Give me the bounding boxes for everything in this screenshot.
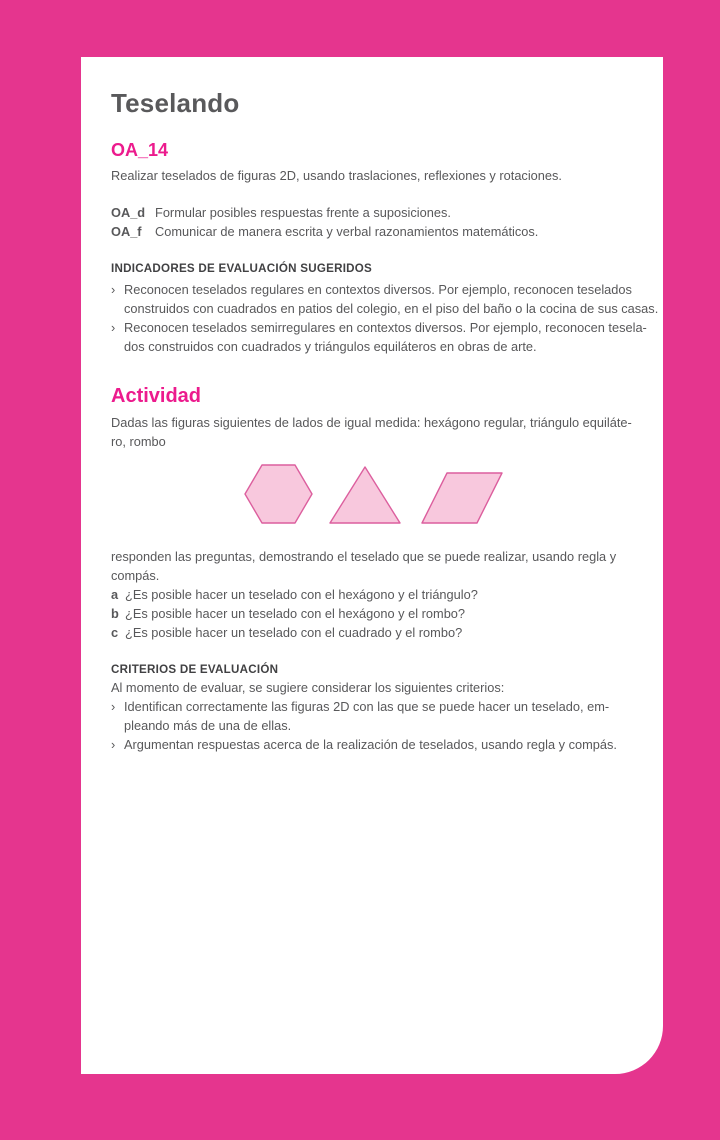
list-item-text: Reconocen teselados regulares en contextos diversos. Por ejemplo, reconocen teselados construidos con cuadrados en patios del colegio, en el piso del baño o la cocina de sus casas. (124, 282, 659, 316)
list-item (111, 697, 637, 735)
worksheet-card (81, 57, 663, 1074)
criteria-section (111, 663, 637, 754)
indicators-heading: INDICADORES DE EVALUACIÓN SUGERIDOS (111, 262, 373, 275)
criteria-heading: CRITERIOS DE EVALUACIÓN (111, 663, 279, 676)
list-item-text: Reconocen teselados semirregulares en contextos diversos. Por ejemplo, reconocen tesela- dos construidos con cuadrados y triángulos equiláteros en obras de arte. (124, 320, 647, 354)
bullet-icon: › (111, 320, 116, 335)
activity-section (111, 385, 637, 642)
criteria-intro: Al momento de evaluar, se sugiere considerar los siguientes criterios: (111, 680, 505, 695)
question-row (111, 623, 637, 642)
list-item (111, 735, 637, 754)
indicators-list (111, 280, 659, 356)
list-item-text: Identifican correctamente las figuras 2D con las que se puede hacer un teselado, em- pleando más de una de ellas. (124, 699, 610, 733)
sub-objective-code: OA_f (111, 224, 142, 239)
question-row (111, 585, 637, 604)
sub-objective-row (111, 203, 637, 222)
criteria-list (111, 697, 637, 754)
questions-list (111, 585, 637, 642)
question-text: ¿Es posible hacer un teselado con el hexágono y el rombo? (125, 606, 466, 621)
oa14-section (111, 140, 637, 241)
activity-intro: Dadas las figuras siguientes de lados de igual medida: hexágono regular, triángulo equiláte- ro, rombo (111, 415, 632, 449)
figures-row (244, 462, 504, 526)
question-label: a (111, 587, 119, 602)
oa14-heading: OA_14 (111, 140, 169, 160)
question-label: c (111, 625, 119, 640)
question-row (111, 604, 637, 623)
list-item (111, 318, 647, 356)
page-title: Teselando (111, 88, 240, 118)
rhombus-figure (422, 473, 502, 523)
list-item (111, 280, 659, 318)
list-item-text: Argumentan respuestas acerca de la realización de teselados, usando regla y compás. (124, 737, 617, 752)
sub-objective-row (111, 222, 637, 241)
bullet-icon: › (111, 737, 116, 752)
bullet-icon: › (111, 282, 116, 297)
sub-objective-code: OA_d (111, 205, 146, 220)
triangle-figure (330, 467, 400, 523)
indicators-section (111, 262, 659, 356)
question-text: ¿Es posible hacer un teselado con el cuadrado y el rombo? (125, 625, 463, 640)
bullet-icon: › (111, 699, 116, 714)
question-label: b (111, 606, 119, 621)
sub-objective-text: Comunicar de manera escrita y verbal razonamientos matemáticos. (155, 224, 539, 239)
hexagon-figure (245, 465, 312, 523)
sub-objectives-list (111, 203, 637, 241)
question-text: ¿Es posible hacer un teselado con el hexágono y el triángulo? (125, 587, 478, 602)
oa14-description: Realizar teselados de figuras 2D, usando traslaciones, reflexiones y rotaciones. (111, 168, 562, 183)
activity-heading: Actividad (111, 385, 202, 407)
activity-respond-line: responden las preguntas, demostrando el teselado que se puede realizar, usando regla y compás. (111, 549, 617, 583)
sub-objective-text: Formular posibles respuestas frente a suposiciones. (155, 205, 451, 220)
